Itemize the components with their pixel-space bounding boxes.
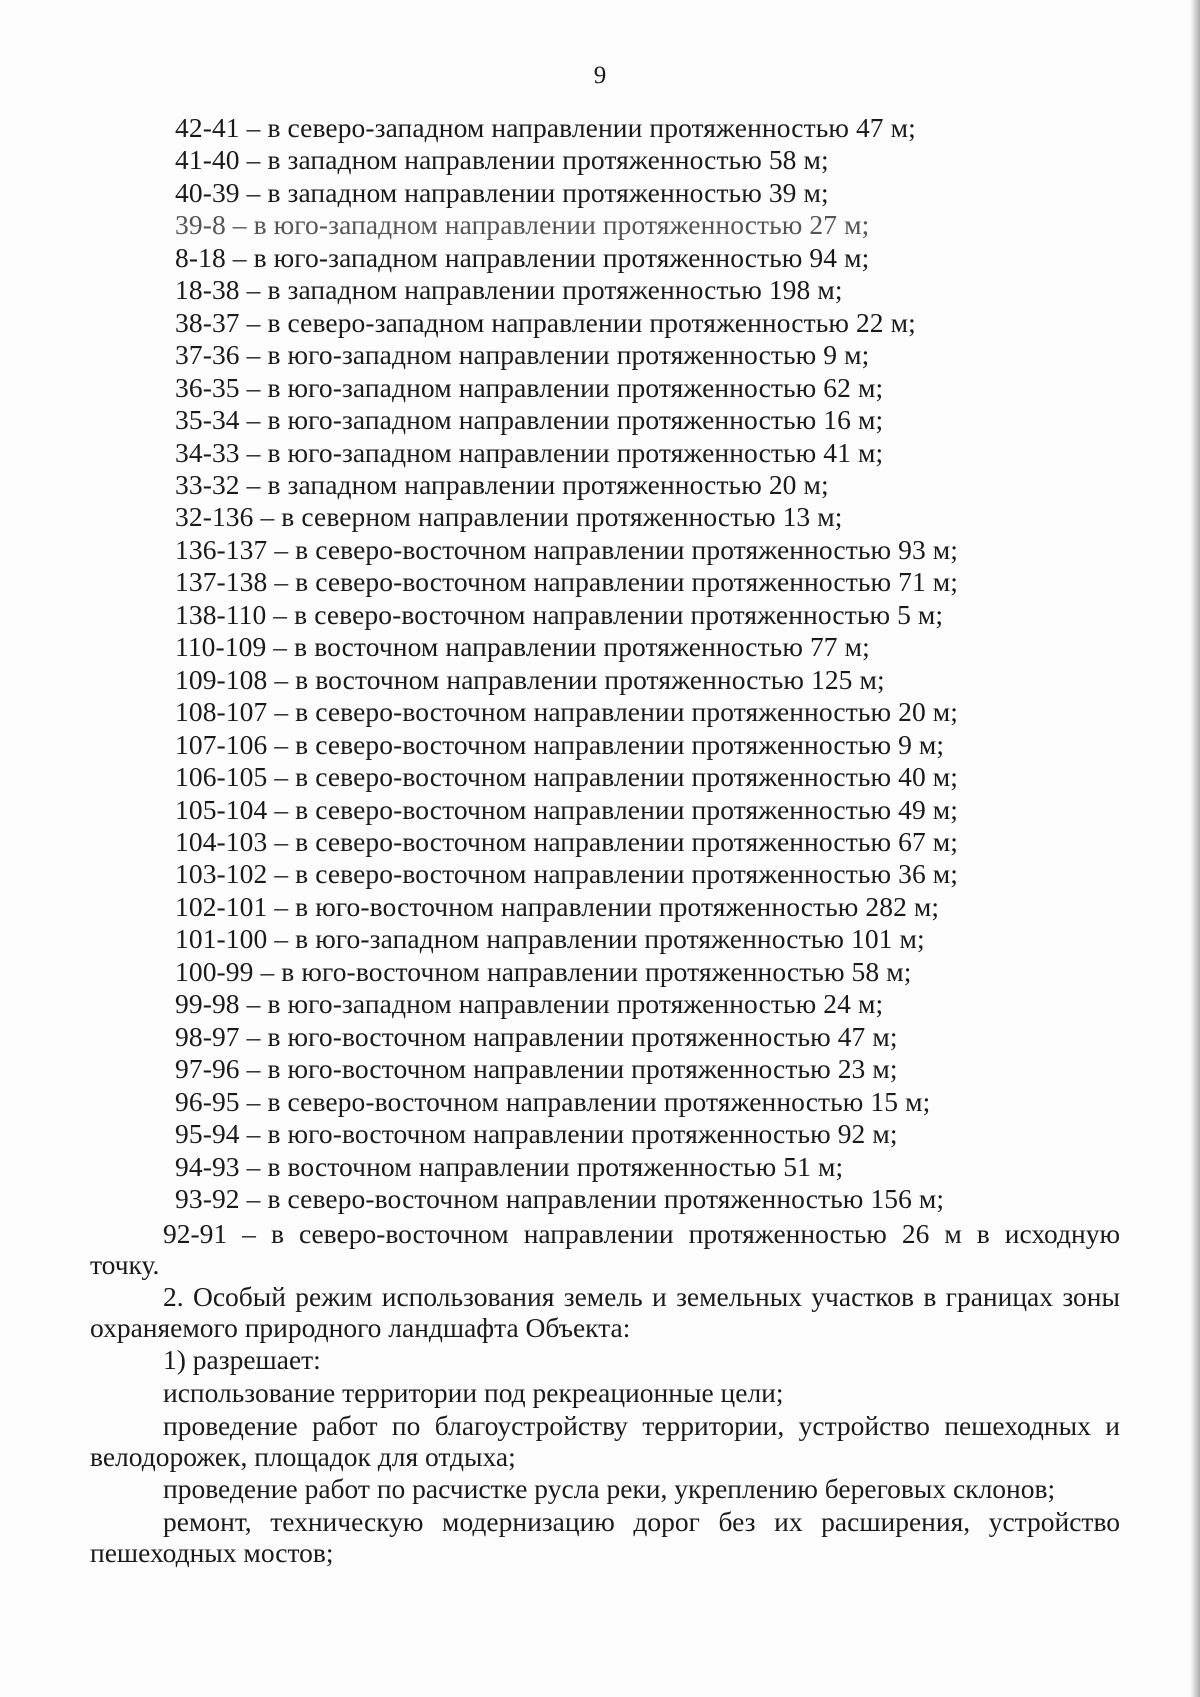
boundary-segment: 108-107 – в северо-восточном направлении протяженностью 20 м; xyxy=(175,696,959,728)
final-boundary-segment xyxy=(90,1218,1120,1280)
boundary-segment: 39-8 – в юго-западном направлении протяженностью 27 м; xyxy=(175,209,870,241)
boundary-segment: 94-93 – в восточном направлении протяженностью 51 м; xyxy=(175,1150,844,1182)
boundary-segment: 40-39 – в западном направлении протяженностью 39 м; xyxy=(175,176,829,208)
boundary-segment: 42-41 – в северо-западном направлении протяженностью 47 м; xyxy=(175,112,916,143)
boundary-segment: 101-100 – в юго-западном направлении протяженностью 101 м; xyxy=(175,923,925,955)
boundary-segment: 107-106 – в северо-восточном направлении протяженностью 9 м; xyxy=(175,728,945,760)
boundary-segment: 18-38 – в западном направлении протяженностью 198 м; xyxy=(175,274,843,306)
final-segment-text: 92-91 – в северо-восточном направлении протяженностью 26 м в исходную точку. xyxy=(90,1218,1120,1280)
section-2-item-1 xyxy=(90,1344,1120,1375)
permitted-use-item xyxy=(90,1377,1120,1408)
boundary-segment: 38-37 – в северо-западном направлении протяженностью 22 м; xyxy=(175,306,916,338)
boundary-segment: 98-97 – в юго-восточном направлении протяженностью 47 м; xyxy=(175,1020,898,1052)
boundary-segment: 95-94 – в юго-восточном направлении протяженностью 92 м; xyxy=(175,1118,898,1150)
section-2-item-1-text: 1) разрешает: xyxy=(163,1344,321,1375)
boundary-segment: 99-98 – в юго-западном направлении протяженностью 24 м; xyxy=(175,988,884,1020)
boundary-segment: 109-108 – в восточном направлении протяженностью 125 м; xyxy=(175,663,885,695)
boundary-segment: 37-36 – в юго-западном направлении протяженностью 9 м; xyxy=(175,339,870,371)
permitted-use-item xyxy=(90,1410,1120,1472)
boundary-segment: 97-96 – в юго-восточном направлении протяженностью 23 м; xyxy=(175,1053,898,1085)
boundary-segment: 103-102 – в северо-восточном направлении протяженностью 36 м; xyxy=(175,858,959,890)
boundary-segment: 137-138 – в северо-восточном направлении протяженностью 71 м; xyxy=(175,566,959,598)
boundary-segment: 105-104 – в северо-восточном направлении протяженностью 49 м; xyxy=(175,793,959,825)
page-number: 9 xyxy=(593,62,607,89)
boundary-segment: 41-40 – в западном направлении протяженностью 58 м; xyxy=(175,144,829,176)
boundary-segment: 93-92 – в северо-восточном направлении протяженностью 156 м; xyxy=(175,1182,945,1214)
boundary-segment: 33-32 – в западном направлении протяженностью 20 м; xyxy=(175,468,829,500)
boundary-segment-list xyxy=(175,112,1125,1215)
scan-edge-shadow xyxy=(1190,0,1200,1697)
permitted-use-text: использование территории под рекреационные цели; xyxy=(163,1377,784,1408)
permitted-use-text: проведение работ по расчистке русла реки, укреплению береговых склонов; xyxy=(163,1473,1056,1504)
boundary-segment: 96-95 – в северо-восточном направлении протяженностью 15 м; xyxy=(175,1085,931,1117)
boundary-segment: 110-109 – в восточном направлении протяженностью 77 м; xyxy=(175,631,870,663)
permitted-use-text: ремонт, техническую модернизацию дорог без их расширения, устройство пешеходных мостов; xyxy=(90,1506,1120,1568)
boundary-segment: 8-18 – в юго-западном направлении протяженностью 94 м; xyxy=(175,241,870,273)
boundary-segment: 104-103 – в северо-восточном направлении протяженностью 67 м; xyxy=(175,825,959,857)
boundary-segment: 106-105 – в северо-восточном направлении протяженностью 40 м; xyxy=(175,761,959,793)
permitted-use-item xyxy=(90,1506,1120,1568)
section-2-intro xyxy=(90,1281,1120,1343)
boundary-segment: 136-137 – в северо-восточном направлении протяженностью 93 м; xyxy=(175,533,959,565)
boundary-segment: 35-34 – в юго-западном направлении протяженностью 16 м; xyxy=(175,404,884,436)
section-2-intro-text: 2. Особый режим использования земель и земельных участков в границах зоны охраняемого природного ландшафта Объекта: xyxy=(90,1281,1120,1343)
boundary-segment: 102-101 – в юго-восточном направлении протяженностью 282 м; xyxy=(175,890,940,922)
boundary-segment: 36-35 – в юго-западном направлении протяженностью 62 м; xyxy=(175,371,884,403)
boundary-segment: 100-99 – в юго-восточном направлении протяженностью 58 м; xyxy=(175,955,912,987)
boundary-segment: 34-33 – в юго-западном направлении протяженностью 41 м; xyxy=(175,436,884,468)
boundary-segment: 32-136 – в северном направлении протяженностью 13 м; xyxy=(175,501,843,533)
boundary-segment: 138-110 – в северо-восточном направлении протяженностью 5 м; xyxy=(175,598,944,630)
permitted-use-item xyxy=(90,1473,1120,1504)
permitted-use-text: проведение работ по благоустройству территории, устройство пешеходных и велодорожек, площадок для отдыха; xyxy=(90,1410,1120,1472)
